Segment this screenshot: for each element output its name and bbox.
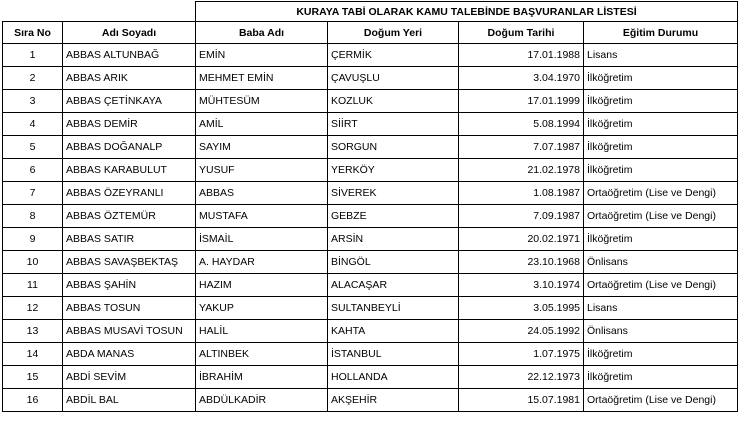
- cell-father: MÜHTESÜM: [196, 90, 328, 113]
- cell-birthplace: ÇAVUŞLU: [328, 67, 459, 90]
- table-row: [3, 44, 738, 67]
- header-education: Eğitim Durumu: [584, 22, 738, 44]
- cell-birthplace: SORGUN: [328, 136, 459, 159]
- cell-education: Ortaöğretim (Lise ve Dengi): [584, 389, 738, 412]
- cell-name: ABBAS ŞAHİN: [63, 274, 196, 297]
- title-row: [3, 2, 738, 22]
- cell-father: EMİN: [196, 44, 328, 67]
- cell-birthdate: 7.09.1987: [459, 205, 584, 228]
- cell-father: ABBAS: [196, 182, 328, 205]
- cell-no: 16: [3, 389, 63, 412]
- cell-name: ABBAS DOĞANALP: [63, 136, 196, 159]
- cell-birthdate: 24.05.1992: [459, 320, 584, 343]
- cell-father: AMİL: [196, 113, 328, 136]
- cell-birthplace: ARSİN: [328, 228, 459, 251]
- cell-education: İlköğretim: [584, 366, 738, 389]
- table-row: [3, 320, 738, 343]
- cell-father: HALİL: [196, 320, 328, 343]
- cell-education: Ortaöğretim (Lise ve Dengi): [584, 274, 738, 297]
- header-no: Sıra No: [3, 22, 63, 44]
- cell-birthdate: 17.01.1988: [459, 44, 584, 67]
- cell-name: ABDA MANAS: [63, 343, 196, 366]
- cell-birthdate: 17.01.1999: [459, 90, 584, 113]
- cell-education: İlköğretim: [584, 90, 738, 113]
- cell-birthdate: 20.02.1971: [459, 228, 584, 251]
- cell-birthplace: BİNGÖL: [328, 251, 459, 274]
- cell-no: 5: [3, 136, 63, 159]
- cell-no: 3: [3, 90, 63, 113]
- table-row: [3, 182, 738, 205]
- cell-name: ABBAS ÇETİNKAYA: [63, 90, 196, 113]
- cell-name: ABBAS ÖZTEMÜR: [63, 205, 196, 228]
- header-name: Adı Soyadı: [63, 22, 196, 44]
- cell-no: 12: [3, 297, 63, 320]
- cell-education: İlköğretim: [584, 113, 738, 136]
- cell-education: İlköğretim: [584, 228, 738, 251]
- cell-birthplace: ALACAŞAR: [328, 274, 459, 297]
- cell-name: ABBAS DEMİR: [63, 113, 196, 136]
- cell-father: SAYIM: [196, 136, 328, 159]
- cell-no: 9: [3, 228, 63, 251]
- cell-birthdate: 7.07.1987: [459, 136, 584, 159]
- cell-father: HAZIM: [196, 274, 328, 297]
- cell-father: A. HAYDAR: [196, 251, 328, 274]
- cell-name: ABBAS ARIK: [63, 67, 196, 90]
- cell-no: 6: [3, 159, 63, 182]
- cell-birthplace: KOZLUK: [328, 90, 459, 113]
- cell-no: 14: [3, 343, 63, 366]
- header-father: Baba Adı: [196, 22, 328, 44]
- table-row: [3, 205, 738, 228]
- table-row: [3, 113, 738, 136]
- cell-father: İBRAHİM: [196, 366, 328, 389]
- cell-name: ABBAS MUSAVİ TOSUN: [63, 320, 196, 343]
- table-row: [3, 389, 738, 412]
- cell-name: ABBAS KARABULUT: [63, 159, 196, 182]
- cell-name: ABBAS SAVAŞBEKTAŞ: [63, 251, 196, 274]
- header-birthdate: Doğum Tarihi: [459, 22, 584, 44]
- table-row: [3, 343, 738, 366]
- cell-birthdate: 3.05.1995: [459, 297, 584, 320]
- cell-birthplace: İSTANBUL: [328, 343, 459, 366]
- table-row: [3, 366, 738, 389]
- cell-no: 13: [3, 320, 63, 343]
- cell-birthplace: SİVEREK: [328, 182, 459, 205]
- table-row: [3, 297, 738, 320]
- cell-name: ABBAS ALTUNBAĞ: [63, 44, 196, 67]
- cell-education: İlköğretim: [584, 67, 738, 90]
- cell-education: Önlisans: [584, 320, 738, 343]
- cell-father: ALTINBEK: [196, 343, 328, 366]
- header-birthplace: Doğum Yeri: [328, 22, 459, 44]
- cell-education: Lisans: [584, 44, 738, 67]
- cell-name: ABBAS TOSUN: [63, 297, 196, 320]
- cell-name: ABDİL BAL: [63, 389, 196, 412]
- cell-birthdate: 1.07.1975: [459, 343, 584, 366]
- cell-birthdate: 3.04.1970: [459, 67, 584, 90]
- cell-birthplace: SİİRT: [328, 113, 459, 136]
- cell-birthdate: 3.10.1974: [459, 274, 584, 297]
- cell-birthdate: 23.10.1968: [459, 251, 584, 274]
- cell-birthplace: SULTANBEYLİ: [328, 297, 459, 320]
- cell-father: ABDÜLKADİR: [196, 389, 328, 412]
- cell-father: MUSTAFA: [196, 205, 328, 228]
- table-title: KURAYA TABİ OLARAK KAMU TALEBİNDE BAŞVURANLAR LİSTESİ: [196, 2, 738, 22]
- cell-birthplace: ÇERMİK: [328, 44, 459, 67]
- table-row: [3, 90, 738, 113]
- cell-name: ABBAS ÖZEYRANLI: [63, 182, 196, 205]
- cell-no: 7: [3, 182, 63, 205]
- table-row: [3, 251, 738, 274]
- cell-birthplace: AKŞEHİR: [328, 389, 459, 412]
- cell-education: İlköğretim: [584, 159, 738, 182]
- cell-birthplace: HOLLANDA: [328, 366, 459, 389]
- cell-birthdate: 22.12.1973: [459, 366, 584, 389]
- cell-birthplace: GEBZE: [328, 205, 459, 228]
- cell-father: MEHMET EMİN: [196, 67, 328, 90]
- cell-no: 10: [3, 251, 63, 274]
- cell-no: 15: [3, 366, 63, 389]
- cell-birthdate: 5.08.1994: [459, 113, 584, 136]
- cell-education: İlköğretim: [584, 136, 738, 159]
- cell-no: 4: [3, 113, 63, 136]
- cell-education: İlköğretim: [584, 343, 738, 366]
- cell-birthdate: 21.02.1978: [459, 159, 584, 182]
- cell-birthdate: 1.08.1987: [459, 182, 584, 205]
- cell-no: 1: [3, 44, 63, 67]
- cell-birthplace: KAHTA: [328, 320, 459, 343]
- cell-father: YUSUF: [196, 159, 328, 182]
- cell-name: ABBAS SATIR: [63, 228, 196, 251]
- table-row: [3, 228, 738, 251]
- cell-birthplace: YERKÖY: [328, 159, 459, 182]
- title-spacer: [3, 2, 196, 22]
- cell-education: Ortaöğretim (Lise ve Dengi): [584, 205, 738, 228]
- table-body: [3, 44, 738, 412]
- cell-name: ABDİ SEVİM: [63, 366, 196, 389]
- cell-father: YAKUP: [196, 297, 328, 320]
- cell-no: 11: [3, 274, 63, 297]
- table-row: [3, 67, 738, 90]
- table-row: [3, 136, 738, 159]
- cell-father: İSMAİL: [196, 228, 328, 251]
- cell-education: Önlisans: [584, 251, 738, 274]
- applicants-table: [2, 1, 738, 412]
- cell-birthdate: 15.07.1981: [459, 389, 584, 412]
- table-row: [3, 274, 738, 297]
- cell-no: 8: [3, 205, 63, 228]
- cell-education: Ortaöğretim (Lise ve Dengi): [584, 182, 738, 205]
- cell-education: Lisans: [584, 297, 738, 320]
- table-row: [3, 159, 738, 182]
- header-row: [3, 22, 738, 44]
- cell-no: 2: [3, 67, 63, 90]
